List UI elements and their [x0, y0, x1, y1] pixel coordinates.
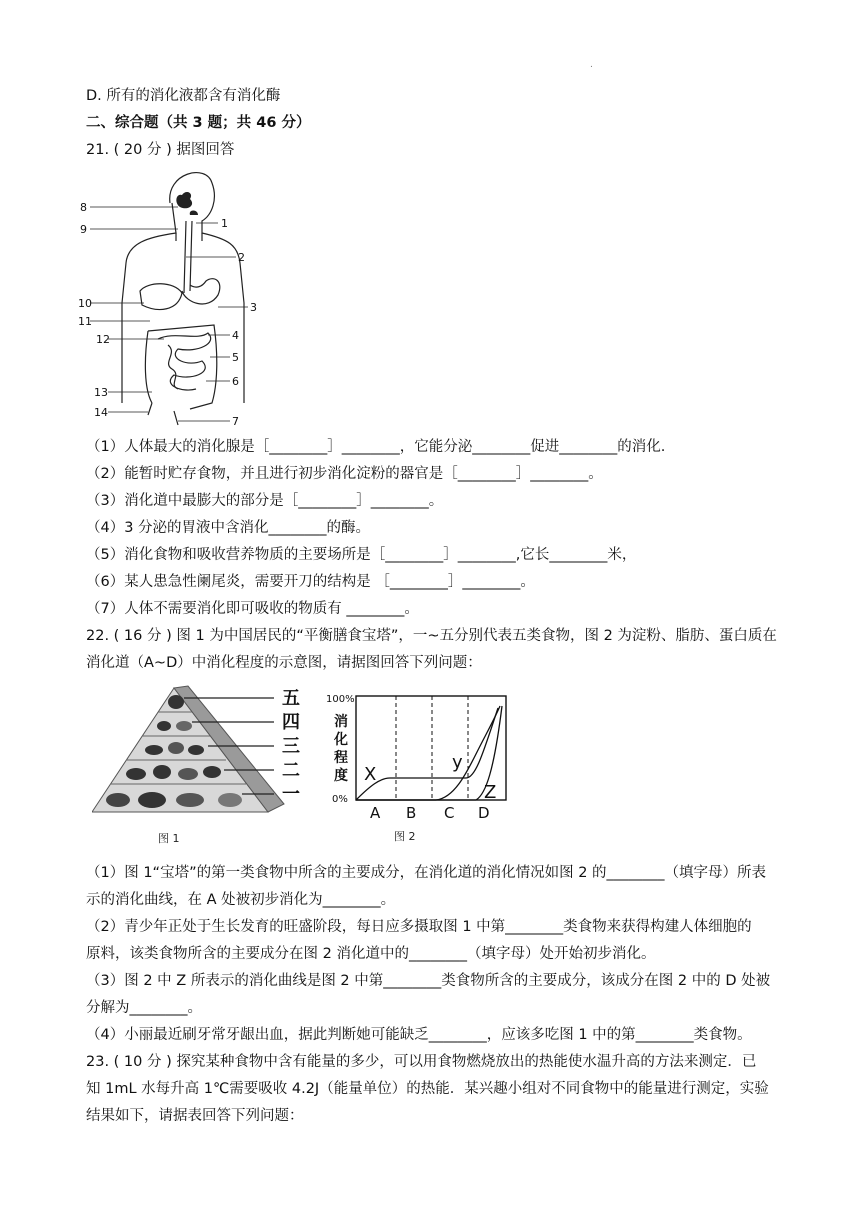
y-axis-bottom-label: 0% — [332, 794, 348, 805]
figure-1-caption: 图 1 — [158, 832, 180, 845]
pyramid-level-2: 二 — [282, 760, 300, 781]
q21-line-3: （3）消化道中最膨大的部分是［________］________。 — [86, 493, 444, 509]
q21-line-2: （2）能暂时贮存食物，并且进行初步消化淀粉的器官是［________］________。 — [86, 466, 603, 482]
q22-line-4: 原料，该类食物所含的主要成分在图 2 消化道中的________（填字母）处开始初步消化。 — [86, 946, 656, 962]
x-label-a: A — [370, 804, 381, 822]
q21-line-1: （1）人体最大的消化腺是［________］________，它能分泌________促进________的消化. — [86, 439, 666, 455]
q23-line-3: 结果如下，请据表回答下列问题： — [86, 1108, 304, 1124]
q22-line-3: （2）青少年正处于生长发育的旺盛阶段，每日应多摄取图 1 中第________类食物来获得构建人体细胞的 — [86, 919, 752, 935]
q21-line-4: （4）3 分泌的胃液中含消化________的酶。 — [86, 520, 371, 536]
x-label-b: B — [406, 804, 417, 822]
q21-line-5: （5）消化食物和吸收营养物质的主要场所是［________］________,它长________米， — [86, 547, 637, 563]
q22-header-line-1: 22. ( 16 分 ) 图 1 为中国居民的“平衡膳食宝塔”，一~五分别代表五类食物，图 2 为淀粉、脂肪、蛋白质在 — [86, 628, 777, 644]
curve-label-y: y — [452, 752, 463, 773]
curve-label-z: Z — [484, 782, 497, 803]
q21-header: 21. ( 20 分 ) 据图回答 — [86, 142, 235, 158]
q22-line-6: 分解为________。 — [86, 1000, 202, 1016]
figure-label-5: 5 — [232, 351, 239, 364]
x-label-d: D — [478, 804, 490, 822]
figure-label-9: 9 — [80, 223, 87, 236]
pyramid-level-5: 五 — [282, 688, 300, 709]
curve-label-x: X — [364, 764, 377, 785]
x-label-c: C — [444, 804, 455, 822]
y-axis-label-char-2: 化 — [334, 732, 348, 748]
figure-label-14: 14 — [94, 406, 108, 419]
q21-line-7: （7）人体不需要消化即可吸收的物质有 ________。 — [86, 601, 419, 617]
figure-label-4: 4 — [232, 329, 239, 342]
q22-line-7: （4）小丽最近刷牙常牙龈出血，据此判断她可能缺乏________，应该多吃图 1 中的第________类食物。 — [86, 1027, 752, 1043]
figure-label-7: 7 — [232, 415, 239, 428]
figure-2-caption: 图 2 — [394, 830, 416, 843]
figure-label-3: 3 — [250, 301, 257, 314]
pyramid-level-4: 四 — [282, 712, 300, 733]
food-pyramid-figure — [92, 684, 312, 850]
figure-label-1: 1 — [221, 217, 228, 230]
digestive-system-figure — [78, 163, 278, 433]
pyramid-level-3: 三 — [282, 736, 300, 757]
pyramid-level-1: 一 — [282, 784, 300, 805]
page-dot: . — [590, 60, 593, 70]
option-d: D. 所有的消化液都含有消化酶 — [86, 88, 281, 104]
q22-line-2: 示的消化曲线，在 A 处被初步消化为________。 — [86, 892, 396, 908]
y-axis-label-char-3: 程 — [334, 750, 348, 766]
y-axis-top-label: 100% — [326, 694, 355, 705]
figure-label-2: 2 — [238, 251, 245, 264]
q22-line-5: （3）图 2 中 Z 所表示的消化曲线是图 2 中第________类食物所含的主要成分，该成分在图 2 中的 D 处被 — [86, 973, 771, 989]
figure-label-11: 11 — [78, 315, 92, 328]
figure-label-13: 13 — [94, 386, 108, 399]
q23-line-2: 知 1mL 水每升高 1℃需要吸收 4.2J（能量单位）的热能．某兴趣小组对不同食物中的能量进行测定，实验 — [86, 1081, 769, 1097]
q22-header-line-2: 消化道（A~D）中消化程度的示意图，请据图回答下列问题： — [86, 655, 482, 671]
y-axis-label-char-4: 度 — [334, 768, 348, 784]
figure-label-10: 10 — [78, 297, 92, 310]
y-axis-label-char-1: 消 — [334, 714, 348, 730]
section-header: 二、综合题（共 3 题；共 46 分） — [86, 115, 311, 131]
q22-line-1: （1）图 1“宝塔”的第一类食物中所含的主要成分，在消化道的消化情况如图 2 的________（填字母）所表 — [86, 865, 767, 881]
q21-line-6: （6）某人患急性阑尾炎，需要开刀的结构是 ［________］________。 — [86, 574, 535, 590]
q23-line-1: 23. ( 10 分 ) 探究某种食物中含有能量的多少，可以用食物燃烧放出的热能使水温升高的方法来测定．已 — [86, 1054, 757, 1070]
figure-label-12: 12 — [96, 333, 110, 346]
digestion-chart-figure — [326, 690, 516, 846]
figure-label-6: 6 — [232, 375, 239, 388]
figure-label-8: 8 — [80, 201, 87, 214]
